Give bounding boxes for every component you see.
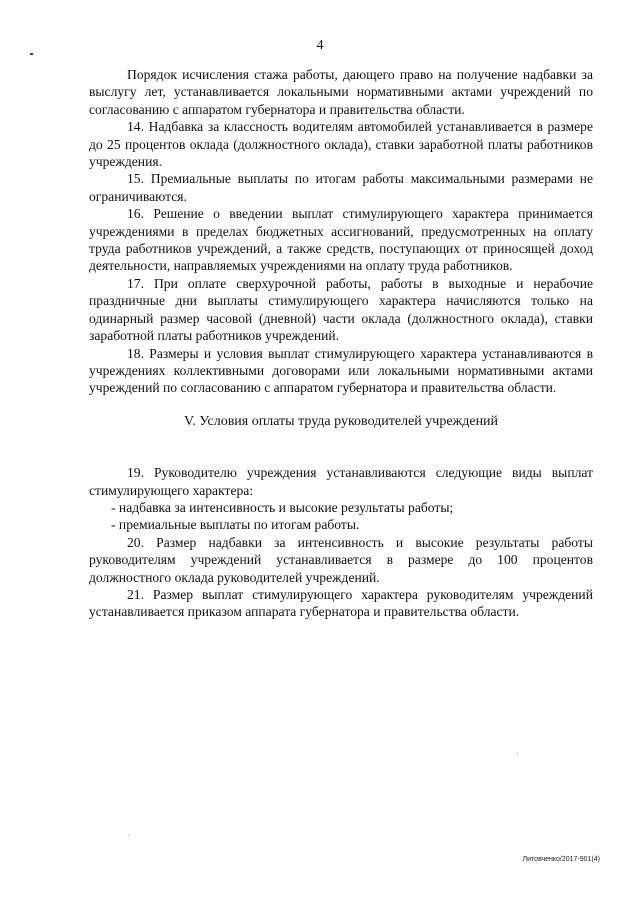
- section-heading: V. Условия оплаты труда руководителей учреждений: [183, 413, 499, 429]
- paragraph-18: 18. Размеры и условия выплат стимулирующего характера устанавливаются в учреждениях коллективными договорами или локальными нормативными актами учреждений по согласованию с аппаратом губернатора и правительства области.: [89, 345, 593, 396]
- paragraph-17: 17. При оплате сверхурочной работы, работы в выходные и нерабочие праздничные дни выплаты стимулирующего характера начисляются только на одинарный размер часовой (дневной) части оклада (должностного оклада), ставки заработной платы работников учреждений.: [89, 275, 593, 344]
- page-number: 4: [316, 38, 324, 53]
- paragraph-15: 15. Премиальные выплаты по итогам работы максимальными размерами не ограничиваются.: [89, 171, 593, 204]
- paragraph-seniority-procedure: Порядок исчисления стажа работы, дающего право на получение надбавки за выслугу лет, устанавливается локальными нормативными актами учреждений по согласованию с аппаратом губернатора и правительства области.: [89, 67, 593, 117]
- paragraph-16: 16. Решение о введении выплат стимулирующего характера принимается учреждениями в пределах бюджетных ассигнований, предусмотренных на оплату труда работников учреждений, а также средств, поступающих от приносящей доход деятельности, направляемых учреждениями на оплату труда работников.: [89, 206, 593, 274]
- paragraph-21: 21. Размер выплат стимулирующего характера руководителям учреждений устанавливается приказом аппарата губернатора и правительства области.: [89, 586, 593, 620]
- document-code: Литовченко/2017-901(4): [522, 856, 600, 863]
- scan-speck: [128, 835, 129, 836]
- document-body: [89, 66, 593, 621]
- list-item: - надбавка за интенсивность и высокие результаты работы;: [111, 499, 454, 515]
- list-item: - премиальные выплаты по итогам работы.: [111, 517, 360, 533]
- paragraph-20: 20. Размер надбавки за интенсивность и высокие результаты работы руководителям учреждений устанавливается в размере до 100 процентов должностного оклада руководителей учреждений.: [89, 534, 593, 585]
- scan-mark: [30, 53, 33, 55]
- paragraph-19: 19. Руководителю учреждения устанавливаются следующие виды выплат стимулирующего характера:: [89, 465, 593, 498]
- paragraph-14: 14. Надбавка за классность водителям автомобилей устанавливается в размере до 25 процентов оклада (должностного оклада), ставки заработной платы работников учреждения.: [89, 119, 593, 170]
- scan-speck: [517, 753, 518, 754]
